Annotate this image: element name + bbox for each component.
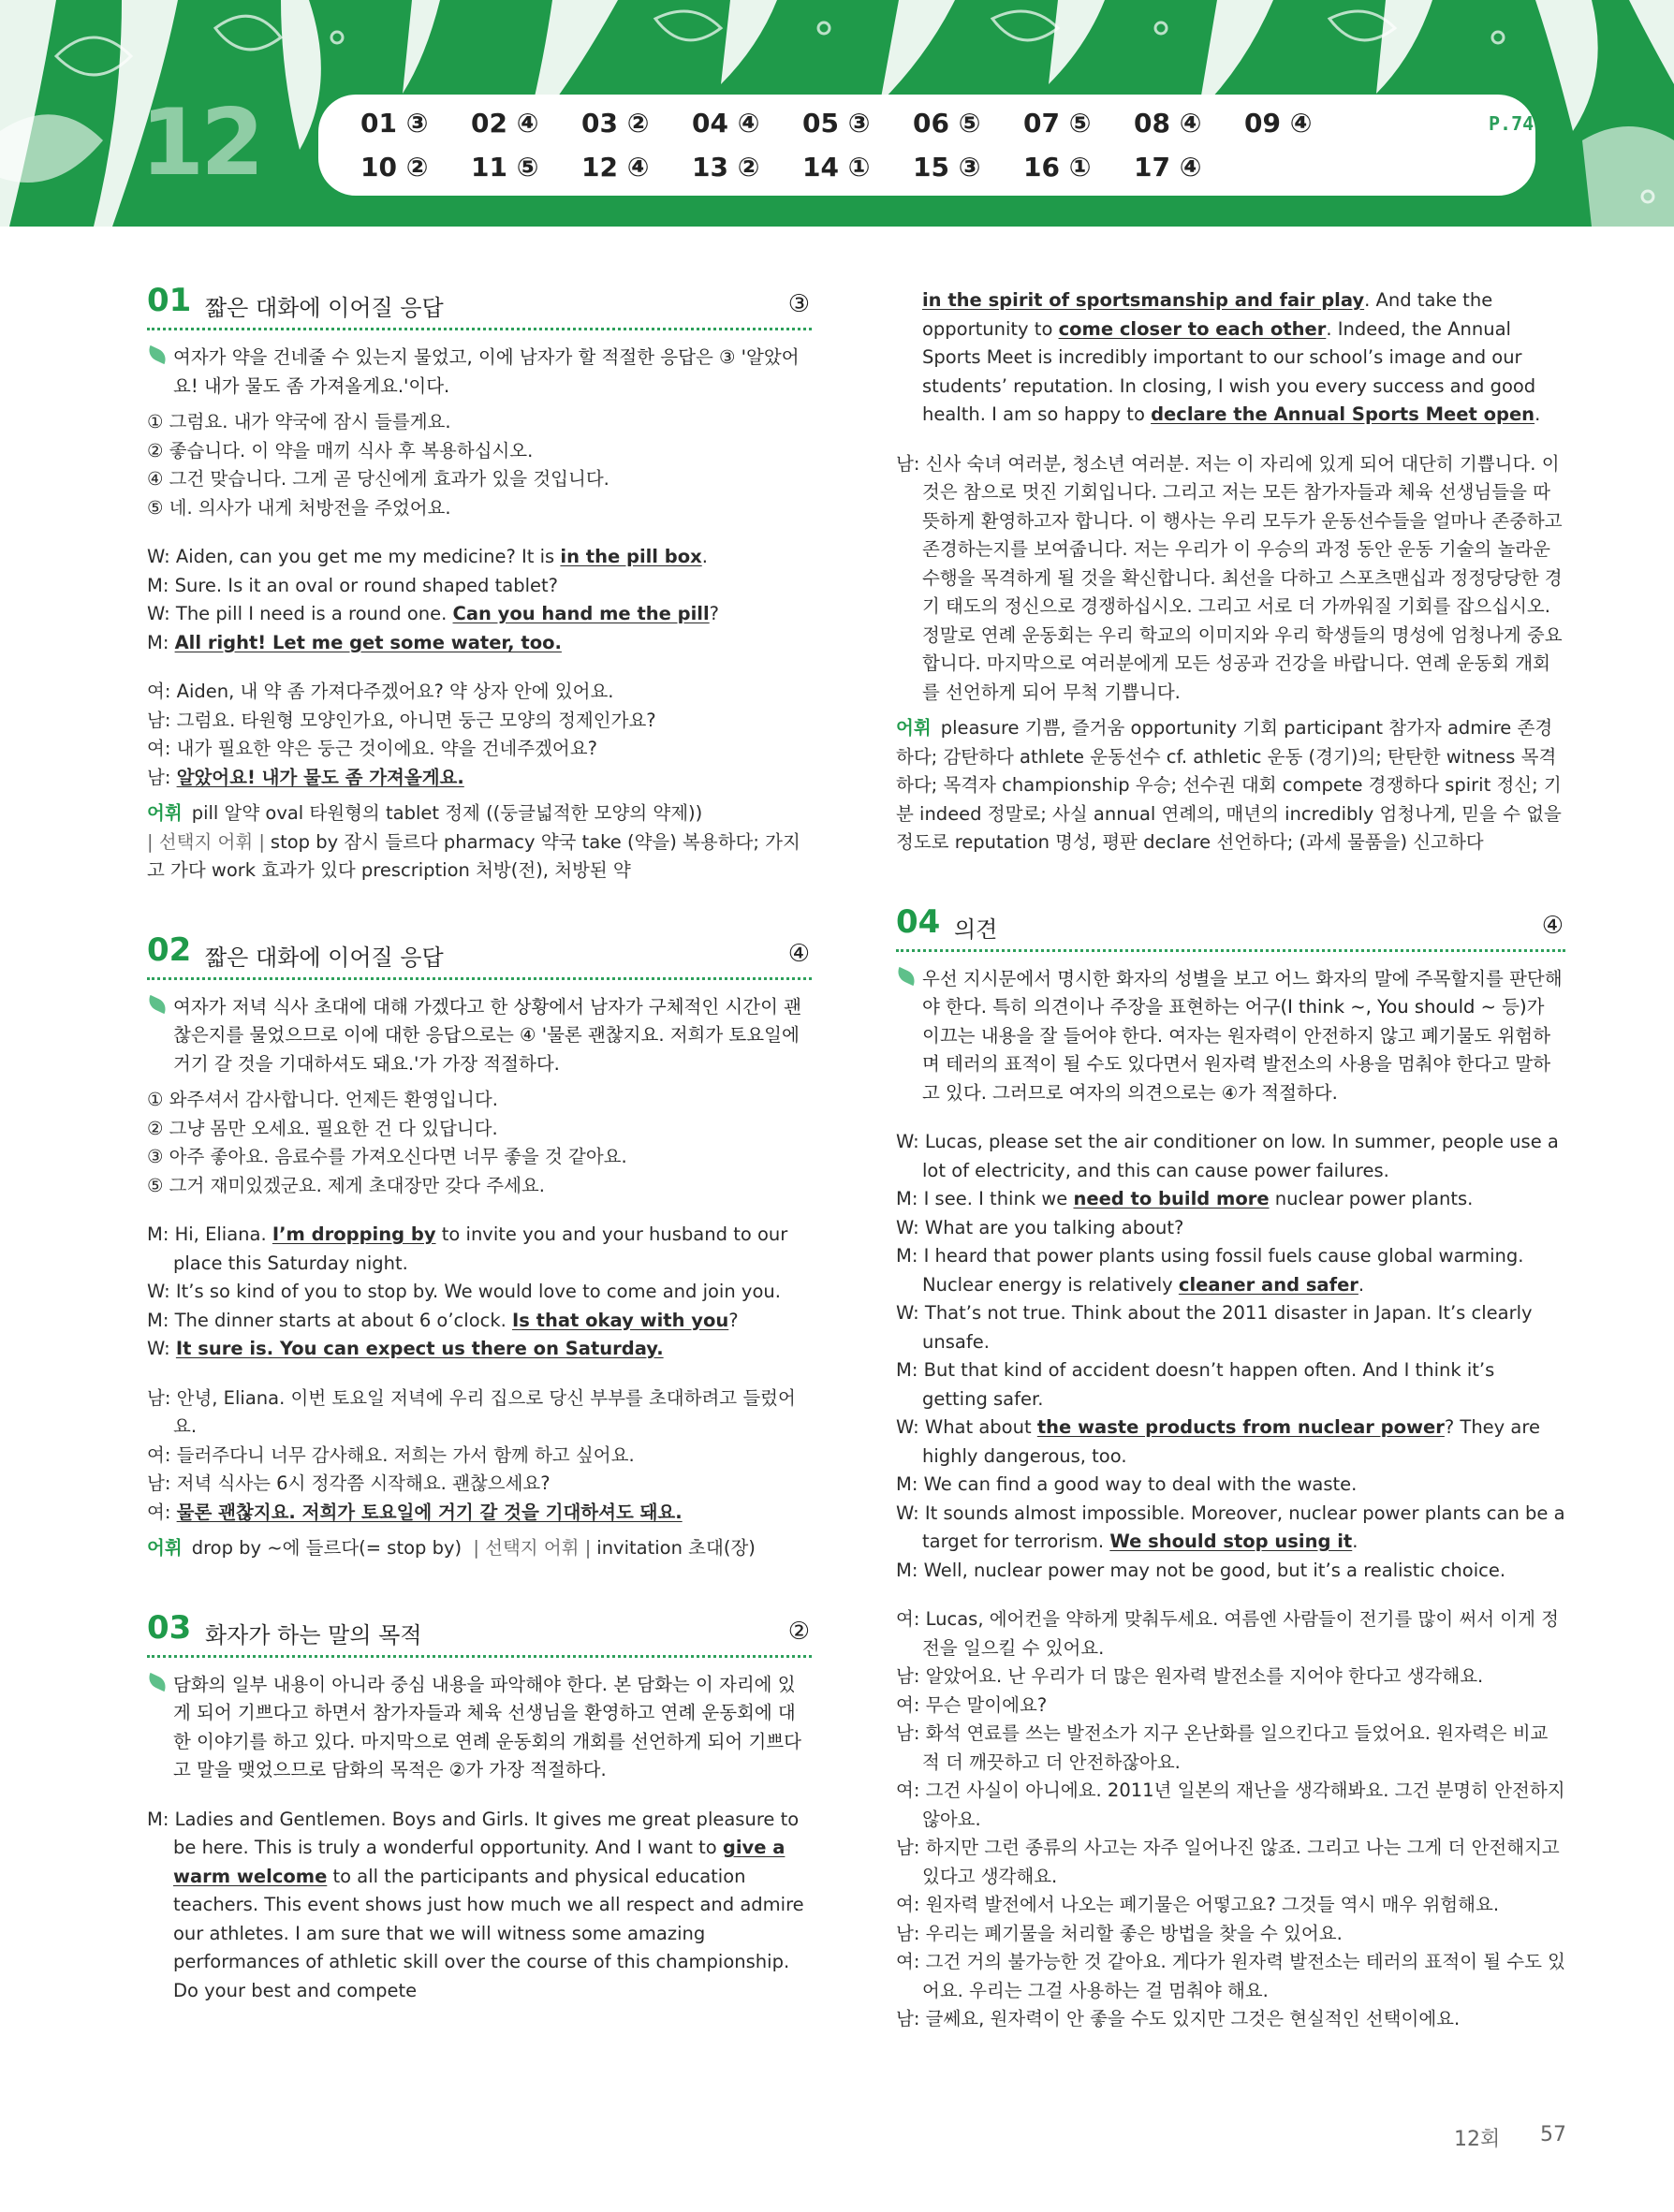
translation-line: 여: 무슨 말이에요? xyxy=(896,1693,1048,1716)
vocabulary xyxy=(147,799,812,886)
option-item: ① 와주셔서 감사합니다. 언제든 환영입니다. xyxy=(147,1089,498,1110)
vocab-text: invitation 초대(장) xyxy=(596,1537,756,1559)
section-03 xyxy=(147,1608,812,2006)
section-number: 03 xyxy=(147,1608,192,1647)
vocab-subtag: | 선택지 어휘 | xyxy=(147,830,265,853)
answer-item: 04 ④ xyxy=(692,108,760,139)
translation-line: 여: 그건 사실이 아니에요. 2011년 일본의 재난을 생각해봐요. 그건 분명히 안전하지 않아요. xyxy=(896,1780,1565,1830)
translation-line: 여: 내가 필요한 약은 둥근 것이에요. 약을 건네주겠어요? xyxy=(147,738,597,759)
section-number: 01 xyxy=(147,282,192,319)
dialogue-line: W: What about the waste products from nuclear power? They are highly dangerous, too. xyxy=(896,1416,1540,1467)
dialogue-line: M: I heard that power plants using fossil fuels cause global warming. Nuclear energy is relatively cleaner and safer. xyxy=(896,1245,1524,1296)
section-answer: ③ xyxy=(787,290,810,318)
answer-item: 15 ③ xyxy=(913,152,981,183)
section-header xyxy=(147,930,812,980)
monologue: M: Ladies and Gentlemen. Boys and Girls. It gives me great pleasure to be here. This is truly a wonderful opportunity. And I want to give a warm welcome to all the participants and physical education teachers. This event shows just how much we all respect and admire our athletes. I am sure that we will witness some amazing performances of athletic skill over the course of this championship. Do your best and compete xyxy=(147,1808,804,2001)
dialogue-line: M: Hi, Eliana. I’m dropping by to invite you and your husband to our place this Saturday night. xyxy=(147,1223,788,1274)
answer-item: 05 ③ xyxy=(802,108,871,139)
section-answer: ④ xyxy=(1541,911,1564,940)
explanation xyxy=(147,993,812,1079)
answer-item: 02 ④ xyxy=(471,108,539,139)
answer-item: 12 ④ xyxy=(581,152,650,183)
translation-line: 여: Aiden, 내 약 좀 가져다주겠어요? 약 상자 안에 있어요. xyxy=(147,681,614,702)
vocab-text: pill 알약 oval 타원형의 tablet 정제 ((둥글넓적한 모양의 약제)) xyxy=(191,802,703,824)
dialogue-line: M: I see. I think we need to build more nuclear power plants. xyxy=(896,1188,1474,1209)
translation-line: 여: 들러주다니 너무 감사해요. 저희는 가서 함께 하고 싶어요. xyxy=(147,1443,635,1466)
vocab-text: drop by ~에 들르다(= stop by) xyxy=(191,1537,463,1559)
dialogue-line: W: That’s not true. Think about the 2011 disaster in Japan. It’s clearly unsafe. xyxy=(896,1302,1533,1353)
option-item: ⑤ 그거 재미있겠군요. 제게 초대장만 갖다 주세요. xyxy=(147,1174,545,1196)
answer-item: 11 ⑤ xyxy=(471,152,539,183)
section-answer: ② xyxy=(787,1617,810,1646)
option-item: ② 그냥 몸만 오세요. 필요한 건 다 있답니다. xyxy=(147,1117,498,1139)
left-column xyxy=(147,282,812,2005)
explanation-text: 우선 지시문에서 명시한 화자의 성별을 보고 어느 화자의 말에 주목할지를 판단해야 한다. 특히 의견이나 주장을 표현하는 어구(I think ~, You should ~ 등)가 이끄는 내용을 잘 들어야 한다. 여자는 원자력이 안전하지 않고 폐기물도 위험하며 테러의 표적이 될 수도 있다면서 원자력 발전소의 사용을 멈춰야 한다고 말하고 있다. 그러므로 여자의 의견으로는 ④가 적절하다. xyxy=(922,967,1563,1104)
monologue-continued: in the spirit of sportsmanship and fair play. And take the opportunity to come closer to each other. Indeed, the Annual Sports Meet is incredibly important to our school’s image and our students’ reputation. In closing, I wish you every success and good health. I am so happy to declare the Annual Sports Meet open. xyxy=(922,289,1541,425)
dialogue xyxy=(896,1128,1565,1585)
option-item: ② 좋습니다. 이 약을 매끼 식사 후 복용하십시오. xyxy=(147,439,534,461)
dialogue xyxy=(147,543,812,657)
answer-item: 13 ② xyxy=(692,152,760,183)
section-01 xyxy=(147,282,812,886)
dialogue-line: W: Lucas, please set the air conditioner on low. In summer, people use a lot of electricity, and this can cause power failures. xyxy=(896,1131,1559,1181)
explanation xyxy=(147,344,812,401)
dialogue-line: M: We can find a good way to deal with the waste. xyxy=(896,1473,1358,1495)
explanation-text: 담화의 일부 내용이 아니라 중심 내용을 파악해야 한다. 본 담화는 이 자리에 있게 되어 기쁘다고 하면서 참가자들과 체육 선생님을 환영하고 연례 운동회에 대한 이야기를 하고 있다. 마지막으로 연례 운동회의 개회를 선언하게 되어 기쁘다고 말을 맺었으므로 담화의 목적은 ②가 가장 적절하다. xyxy=(173,1673,801,1780)
vocab-tag: 어휘 xyxy=(896,717,932,739)
dialogue-line: W: The pill I need is a round one. Can you hand me the pill? xyxy=(147,603,720,624)
section-header xyxy=(147,282,812,330)
page-number: 57 xyxy=(1540,2123,1566,2146)
explanation xyxy=(896,965,1565,1108)
translation-line: 남: 알았어요! 내가 물도 좀 가져올게요. xyxy=(147,766,464,788)
vocab-text: pleasure 기쁨, 즐거움 opportunity 기회 participant 참가자 admire 존경하다; 감탄하다 athlete 운동선수 cf. athletic 운동 (경기)의; 탄탄한 witness 목격하다; 목격자 championship 우승; 선수권 대회 compete 경쟁하다 spirit 정신; 기분 indeed 정말로; 사실 annual 연례의, 매년의 incredibly 엄청나게, 믿을 수 없을 정도로 reputation 명성, 평판 declare 선언하다; (과세 물품을) 신고하다 xyxy=(896,717,1562,853)
section-title: 짧은 대화에 이어질 응답 xyxy=(205,295,444,321)
translation-line: 여: 물론 괜찮지요. 저희가 토요일에 거기 갈 것을 기대하셔도 돼요. xyxy=(147,1501,683,1523)
answer-item: 08 ④ xyxy=(1134,108,1202,139)
answer-item: 14 ① xyxy=(802,152,871,183)
vocab-text: stop by 잠시 들르다 pharmacy 약국 take (약을) 복용하다; 가지고 가다 work 효과가 있다 prescription 처방(전), 처방된 약 xyxy=(147,830,800,881)
translation xyxy=(147,1384,812,1528)
translation-line: 남: 신사 숙녀 여러분, 청소년 여러분. 저는 이 자리에 있게 되어 대단히 기쁩니다. 이것은 참으로 멋진 기회입니다. 그리고 저는 모든 참가자들과 체육 선생님들을 따뜻하게 환영하고자 합니다. 이 행사는 우리 모두가 운동선수들을 얼마나 존중하고 존경하는지를 보여줍니다. 저는 우리가 이 우승의 과정 동안 운동 기술의 놀라운 수행을 목격하게 될 것을 확신합니다. 최선을 다하고 스포츠맨십과 정정당당한 경기 태도의 정신으로 경쟁하십시오. 그리고 서로 더 가까워질 기회를 잡으십시오. 정말로 연례 운동회는 우리 학교의 이미지와 우리 학생들의 명성에 엄청나게 중요합니다. 마지막으로 여러분에게 모든 성공과 건강을 바랍니다. 연례 운동회 개회를 선언하게 되어 무척 기쁩니다. xyxy=(896,452,1563,703)
dialogue-line: W: What are you talking about? xyxy=(896,1216,1184,1238)
vocabulary xyxy=(896,714,1565,857)
option-list xyxy=(147,1086,812,1200)
translation-line: 남: 우리는 폐기물을 처리할 좋은 방법을 찾을 수 있어요. xyxy=(896,1922,1343,1944)
footer-round-label: 12회 xyxy=(1454,2128,1501,2151)
option-item: ① 그럼요. 내가 약국에 잠시 들를게요. xyxy=(147,411,451,432)
section-answer: ④ xyxy=(787,939,810,968)
answer-item: 17 ④ xyxy=(1134,152,1202,183)
section-number: 02 xyxy=(147,930,192,969)
section-header xyxy=(896,902,1565,952)
leaf-icon xyxy=(145,994,169,1013)
leaf-icon xyxy=(894,966,918,985)
translation-line: 남: 글쎄요, 원자력이 안 좋을 수도 있지만 그것은 현실적인 선택이에요. xyxy=(896,2008,1461,2029)
dialogue-line: W: It sounds almost impossible. Moreover, nuclear power plants can be a target for terrorism. We should stop using it. xyxy=(896,1502,1565,1552)
translation-line: 여: Lucas, 에어컨을 약하게 맞춰두세요. 여름엔 사람들이 전기를 많이 써서 이게 정전을 일으킬 수 있어요. xyxy=(896,1608,1559,1659)
translation-line: 남: 저녁 식사는 6시 정각쯤 시작해요. 괜찮으세요? xyxy=(147,1472,551,1494)
dialogue-line: M: All right! Let me get some water, too. xyxy=(147,631,562,653)
translation xyxy=(896,1605,1565,2034)
section-title: 의견 xyxy=(954,916,998,943)
section-04 xyxy=(896,902,1565,2034)
explanation-text: 여자가 저녁 식사 초대에 대해 가겠다고 한 상황에서 남자가 구체적인 시간이 괜찮은지를 물었으므로 이에 대한 응답으로는 ④ '물론 괜찮지요. 저희가 토요일에 거기 갈 것을 기대하셔도 돼요.'가 가장 적절하다. xyxy=(173,995,801,1075)
dialogue-line: W: Aiden, can you get me my medicine? It is in the pill box. xyxy=(147,546,708,567)
right-column xyxy=(896,286,1565,2034)
vocabulary xyxy=(147,1534,812,1563)
vocab-tag: 어휘 xyxy=(147,802,183,824)
answer-item: 03 ② xyxy=(581,108,650,139)
dialogue-line: M: Well, nuclear power may not be good, but it’s a realistic choice. xyxy=(896,1559,1506,1581)
vocab-subtag: | 선택지 어휘 | xyxy=(473,1537,592,1559)
translation-line: 남: 그럼요. 타원형 모양인가요, 아니면 둥근 모양의 정제인가요? xyxy=(147,709,656,731)
translation-line: 남: 하지만 그런 종류의 사고는 자주 일어나진 않죠. 그리고 나는 그게 더 안전해지고 있다고 생각해요. xyxy=(896,1837,1560,1887)
dialogue-line: M: Sure. Is it an oval or round shaped tablet? xyxy=(147,574,558,596)
option-item: ③ 아주 좋아요. 음료수를 가져오신다면 너무 좋을 것 같아요. xyxy=(147,1146,627,1167)
dialogue-line: W: It’s so kind of you to stop by. We would love to come and join you. xyxy=(147,1281,781,1302)
translation-line: 남: 안녕, Eliana. 이번 토요일 저녁에 우리 집으로 당신 부부를 초대하려고 들렀어요. xyxy=(147,1386,796,1437)
round-number: 12 xyxy=(140,90,261,197)
answer-item: 07 ⑤ xyxy=(1023,108,1092,139)
leaf-icon xyxy=(145,1672,169,1691)
translation-line: 남: 화석 연료를 쓰는 발전소가 지구 온난화를 일으킨다고 들었어요. 원자력은 비교적 더 깨끗하고 더 안전하잖아요. xyxy=(896,1722,1549,1773)
header-banner xyxy=(0,0,1674,227)
dialogue-line: W: It sure is. You can expect us there on Saturday. xyxy=(147,1338,664,1359)
dialogue-line: M: The dinner starts at about 6 o’clock. Is that okay with you? xyxy=(147,1309,739,1331)
section-title: 화자가 하는 말의 목적 xyxy=(205,1621,422,1648)
answer-item: 10 ② xyxy=(360,152,429,183)
translation-line: 여: 그건 거의 불가능한 것 같아요. 게다가 원자력 발전소는 테러의 표적이 될 수도 있어요. 우리는 그걸 사용하는 걸 멈춰야 해요. xyxy=(896,1951,1565,2001)
answer-item: 06 ⑤ xyxy=(913,108,981,139)
section-title: 짧은 대화에 이어질 응답 xyxy=(205,944,444,971)
translation-line: 남: 알았어요. 난 우리가 더 많은 원자력 발전소를 지어야 한다고 생각해요. xyxy=(896,1665,1484,1687)
explanation xyxy=(147,1671,812,1785)
section-header xyxy=(147,1608,812,1658)
option-item: ⑤ 네. 의사가 내게 처방전을 주었어요. xyxy=(147,496,451,519)
section-number: 04 xyxy=(896,902,941,941)
answer-item: 09 ④ xyxy=(1244,108,1313,139)
explanation-text: 여자가 약을 건네줄 수 있는지 물었고, 이에 남자가 할 적절한 응답은 ③ '알았어요! 내가 물도 좀 가져올게요.'이다. xyxy=(173,346,800,397)
leaf-icon xyxy=(145,345,169,364)
dialogue xyxy=(147,1221,812,1364)
dialogue-line: M: But that kind of accident doesn’t happen often. And I think it’s getting safer. xyxy=(896,1359,1495,1410)
answer-item: 01 ③ xyxy=(360,108,429,139)
translation xyxy=(147,678,812,792)
translation-line: 여: 원자력 발전에서 나오는 폐기물은 어떻고요? 그것들 역시 매우 위험해요. xyxy=(896,1894,1500,1915)
option-list xyxy=(147,408,812,522)
option-item: ④ 그건 맞습니다. 그게 곧 당신에게 효과가 있을 것입니다. xyxy=(147,468,609,490)
page-reference: P.74 xyxy=(1489,112,1534,135)
vocab-tag: 어휘 xyxy=(147,1537,183,1559)
section-02 xyxy=(147,930,812,1563)
answer-item: 16 ① xyxy=(1023,152,1092,183)
